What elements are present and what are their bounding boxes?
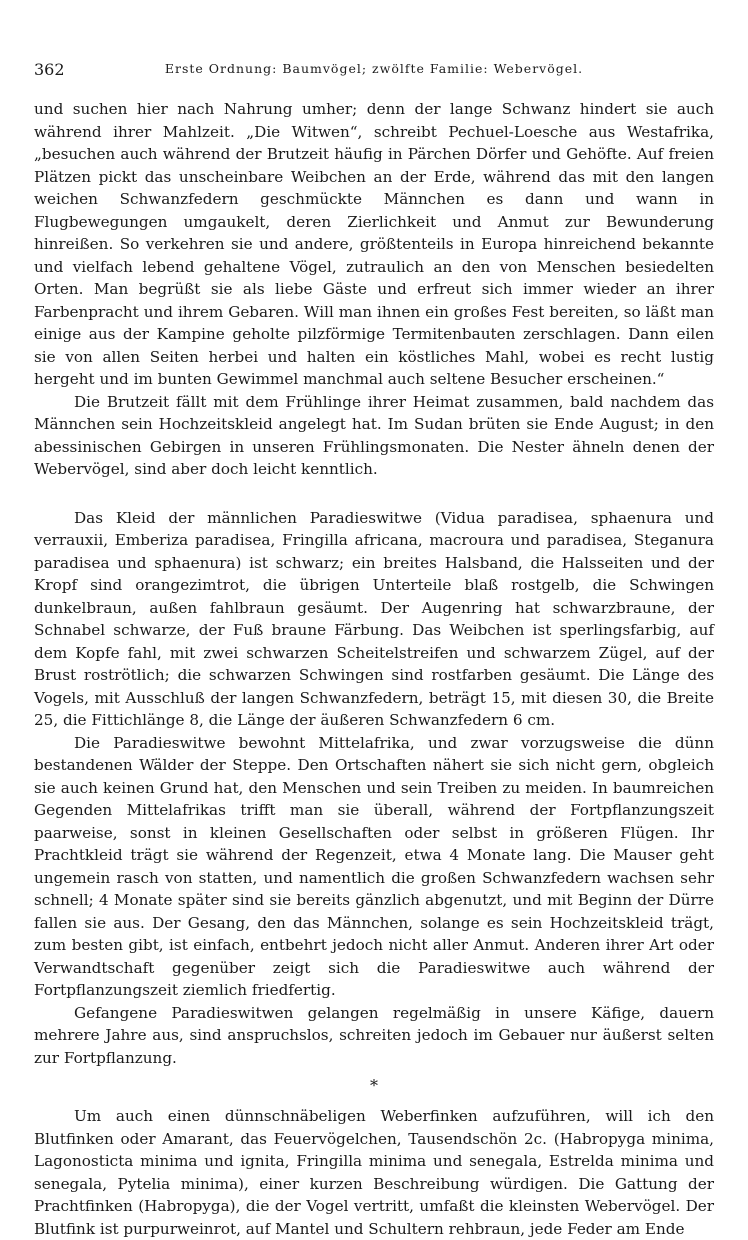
book-page (34, 56, 714, 1240)
page-number: 362 (34, 60, 65, 79)
paragraph-gefangene: Gefangene Paradieswitwen gelangen regelmäßig in unsere Käfige, dauern mehrere Jahre aus, sind anspruchslos, schreiten jedoch im Gebauer nur äußerst selten zur Fortpflanzung. (34, 1003, 714, 1067)
paragraph-witwen-continued: und suchen hier nach Nahrung umher; denn der lange Schwanz hindert sie auch während ihrer Mahlzeit. „Die Witwen“, schreibt Pechuel-Loesche aus Westafrika, „besuchen auch während der Brutzeit häufig in Pärchen Dörfer und Gehöfte. Auf freien Plätzen pickt das unscheinbare Weibchen an der Erde, während das mit den langen weichen Schwanzfedern geschmückte Männchen es dann und wann in Flugbewegungen umgaukelt, deren Zierlichkeit und Anmut zur Bewunderung hinreißen. So verkehren sie und andere, größtenteils in Europa hinreichend bekannte und vielfach lebend gehaltene Vögel, zutraulich an den von Menschen besiedelten Orten. Man begrüßt sie als liebe Gäste und erfreut sich immer wieder an ihrer Farbenpracht und ihrem Gebaren. Will man ihnen ein großes Fest bereiten, so läßt man einige aus der Kampine geholte pilzförmige Termitenbauten zerschlagen. Dann eilen sie von allen Seiten herbei und halten ein köstliches Mahl, wobei es recht lustig hergeht und im bunten Gewimmel manchmal auch seltene Besucher erscheinen.“ (34, 100, 714, 388)
running-head (34, 56, 714, 86)
section-separator-asterisk: * (370, 1076, 378, 1095)
section-gap (34, 481, 714, 507)
running-title: Erste Ordnung: Baumvögel; zwölfte Familie: Webervögel. (164, 61, 584, 76)
paragraph-brutzeit: Die Brutzeit fällt mit dem Frühlinge ihrer Heimat zusammen, bald nachdem das Männchen sein Hochzeitskleid angelegt hat. Im Sudan brüten sie Ende August; in den abessinischen Gebirgen in unseren Frühlingsmonaten. Die Nester ähneln denen der Webervögel, sind aber doch leicht kenntlich. (34, 392, 714, 478)
paragraph-paradieswitwe-description: Das Kleid der männlichen Paradieswitwe (Vidua paradisea, sphaenura und verrauxii, Emberiza paradisea, Fringilla africana, macroura und paradisea, Steganura paradisea und sphaenura) ist schwarz; ein breites Halsband, die Halsseiten und der Kropf sind orangezimtrot, die übrigen Unterteile blaß rostgelb, die Schwingen dunkelbraun, außen fahlbraun gesäumt. Der Augenring hat schwarzbraune, der Schnabel schwarze, der Fuß braune Färbung. Das Weibchen ist sperlingsfarbig, auf dem Kopfe fahl, mit zwei schwarzen Scheitelstreifen und schwarzem Zügel, auf der Brust roströtlich; die schwarzen Schwingen sind rostfarben gesäumt. Die Länge des Vogels, mit Ausschluß der langen Schwanzfedern, beträgt 15, mit diesen 30, die Breite 25, die Fittichlänge 8, die Länge der äußeren Schwanzfedern 6 cm. (34, 508, 714, 729)
paragraph-paradieswitwe-habitat: Die Paradieswitwe bewohnt Mittelafrika, und zwar vorzugsweise die dünn bestandenen Wälder der Steppe. Den Ortschaften nähert sie sich nicht gern, obgleich sie auch keinen Grund hat, den Menschen und sein Treiben zu meiden. In baumreichen Gegenden Mittelafrikas trifft man sie überall, während der Fortpflanzungszeit paarweise, sonst in kleinen Gesellschaften oder selbst in größeren Flügen. Ihr Prachtkleid trägt sie während der Regenzeit, etwa 4 Monate lang. Die Mauser geht ungemein rasch von statten, und namentlich die großen Schwanzfedern wachsen sehr schnell; 4 Monate später sind sie bereits gänzlich abgenutzt, und mit Beginn der Dürre fallen sie aus. Der Gesang, den das Männchen, solange es sein Hochzeitskleid trägt, zum besten gibt, ist einfach, entbehrt jedoch nicht aller Anmut. Anderen ihrer Art oder Verwandtschaft gegenüber zeigt sich die Paradieswitwe auch während der Fortpflanzungszeit ziemlich friedfertig. (34, 733, 714, 999)
paragraph-blutfink: Um auch einen dünnschnäbeligen Weberfinken aufzuführen, will ich den Blutfinken oder Amarant, das Feuervögelchen, Tausendschön 2c. (Habropyga minima, Lagonosticta minima und ignita, Fringilla minima und senegala, Estrelda minima und senegala, Pytelia minima), einer kurzen Beschreibung würdigen. Die Gattung der Prachtfinken (Habropyga), die der Vogel vertritt, umfaßt die kleinsten Webervögel. Der Blutfink ist purpurweinrot, auf Mantel und Schultern rehbraun, jede Feder am Ende (34, 1107, 714, 1238)
